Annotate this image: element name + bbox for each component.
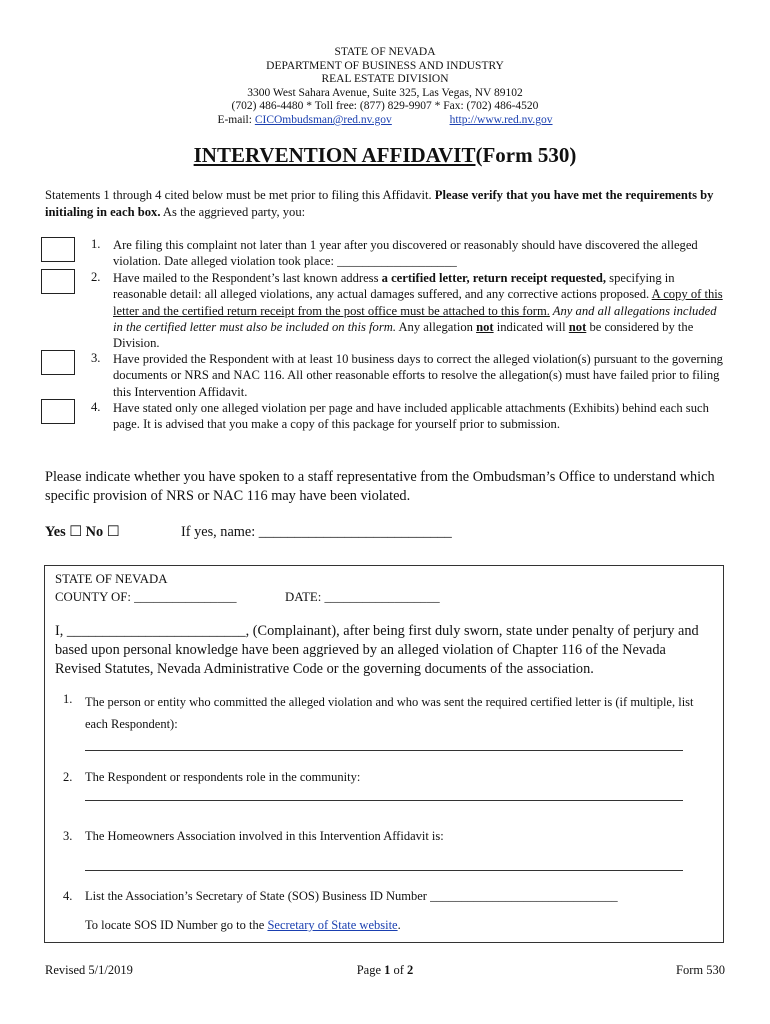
header-department: DEPARTMENT OF BUSINESS AND INDUSTRY [266,59,504,72]
initial-box-3[interactable] [41,350,75,375]
question-1: The person or entity who committed the alleged violation and who was sent the required certified letter is (if multiple, list each Respondent): [85,695,694,731]
statement-2-text-2: specifying in reasonable detail: all alleged violations, any actual damages suffered, and any corrective actions proposed. [113,271,675,302]
affidavit-state: STATE OF NEVADA [55,572,168,586]
yes-checkbox[interactable]: ☐ [69,524,83,540]
page-of: of [390,963,408,977]
page-total: 2 [407,963,414,977]
statement-2-not-1: not [476,319,494,334]
intro-bold-instruction: Please verify that you have met the requirements by initialing in each box. [45,188,714,219]
statement-2 [113,270,729,351]
sos-lookup-note [85,917,401,933]
statement-2-number: 2. [91,270,101,284]
statement-4: Have stated only one alleged violation per page and have included applicable attachments (Exhibits) behind each such page. It is advised that you make a copy of this package for yourself prior to submission. [113,401,709,432]
statement-3-number: 3. [91,351,101,365]
statement-1-number: 1. [91,237,101,251]
website-link[interactable]: http://www.red.nv.gov [449,113,553,126]
statement-2-text: Have mailed to the Respondent’s last known address [113,271,382,285]
statement-4-number: 4. [91,400,101,414]
no-label: No [85,524,104,540]
intro-text-end: As the aggrieved party, you: [160,205,306,219]
statement-2-italic-note: Any and all allegations included in the certified letter must also be included on this form. [113,303,717,334]
form-title [0,143,770,168]
statement-2-text-4: indicated will [493,319,569,334]
form-title-number: (Form 530) [475,143,577,167]
page-label: Page [356,963,385,977]
if-yes-name-field[interactable]: If yes, name: ___________________________ [181,524,452,540]
question-1-number: 1. [63,692,73,706]
page-number [0,963,770,978]
complainant-statement: I, _________________________, (Complainant), after being first duly sworn, state under penalty of perjury and based upon personal knowledge have been aggrieved by an alleged violation of Chapter 116 of the Nevada Revised Statutes, Nevada Administrative Code or the governing documents of the association. [55,623,699,677]
initial-box-1[interactable] [41,237,75,262]
question-4-sos-id-field[interactable]: List the Association’s Secretary of State (SOS) Business ID Number ______________________________ [85,889,618,903]
date-field[interactable]: DATE: __________________ [285,590,440,604]
header-state: STATE OF NEVADA [334,46,436,58]
header-address: 3300 West Sahara Avenue, Suite 325, Las Vegas, NV 89102 [247,86,523,99]
header-division: REAL ESTATE DIVISION [321,73,449,86]
question-1-answer-line[interactable] [85,750,683,751]
statement-3: Have provided the Respondent with at least 10 business days to correct the alleged violation(s) pursuant to the governing documents or NRS and NAC 116. All other reasonable efforts to resolve the allegation(s) must have failed prior to filing this Intervention Affidavit. [113,352,723,399]
ombudsman-question: Please indicate whether you have spoken to a staff representative from the Ombudsman’s Office to understand which specific provision of NRS or NAC 116 may have been violated. [45,469,715,504]
question-4-number: 4. [63,889,73,903]
statement-2-text-3: Any allegation [395,319,477,334]
question-2: The Respondent or respondents role in the community: [85,770,361,784]
statement-1: Are filing this complaint not later than 1 year after you discovered or reasonably should have discovered the alleged violation. Date alleged violation took place: ___________________ [113,238,698,269]
statement-2-certified-letter: a certified letter, return receipt requested, [381,271,607,285]
statement-2-attach-note: A copy of this letter and the certified return receipt from the post office must be attached to this form. [113,287,723,318]
yes-no-row [45,523,120,542]
header-phones: (702) 486-4480 * Toll free: (877) 829-9907 * Fax: (702) 486-4520 [231,100,539,113]
header-contact [0,114,770,128]
sos-note-text: To locate SOS ID Number go to the [85,918,268,932]
question-3-number: 3. [63,829,73,843]
sos-website-link[interactable]: Secretary of State website [267,918,398,932]
county-field[interactable]: COUNTY OF: ________________ [55,590,237,604]
question-3-answer-line[interactable] [85,870,683,871]
question-3: The Homeowners Association involved in this Intervention Affidavit is: [85,829,444,843]
form-number: Form 530 [676,963,725,977]
question-2-number: 2. [63,770,73,784]
initial-box-2[interactable] [41,269,75,294]
email-link[interactable]: CICOmbudsman@red.nv.gov [254,113,392,126]
agency-header [0,46,770,128]
intro-text: Statements 1 through 4 cited below must be met prior to filing this Affidavit. [45,188,435,202]
statement-2-text-5: be considered by the Division. [113,319,694,351]
email-label: E-mail: [217,113,252,126]
question-2-answer-line[interactable] [85,800,683,801]
revision-date: Revised 5/1/2019 [45,963,133,977]
intro-paragraph [45,187,725,221]
no-checkbox[interactable]: ☐ [106,524,120,540]
statement-2-not-2: not [568,319,587,334]
page-current: 1 [384,963,391,977]
sos-note-period: . [397,918,401,932]
form-title-main: INTERVENTION AFFIDAVIT [193,143,476,167]
yes-label: Yes [45,524,66,540]
initial-box-4[interactable] [41,399,75,424]
